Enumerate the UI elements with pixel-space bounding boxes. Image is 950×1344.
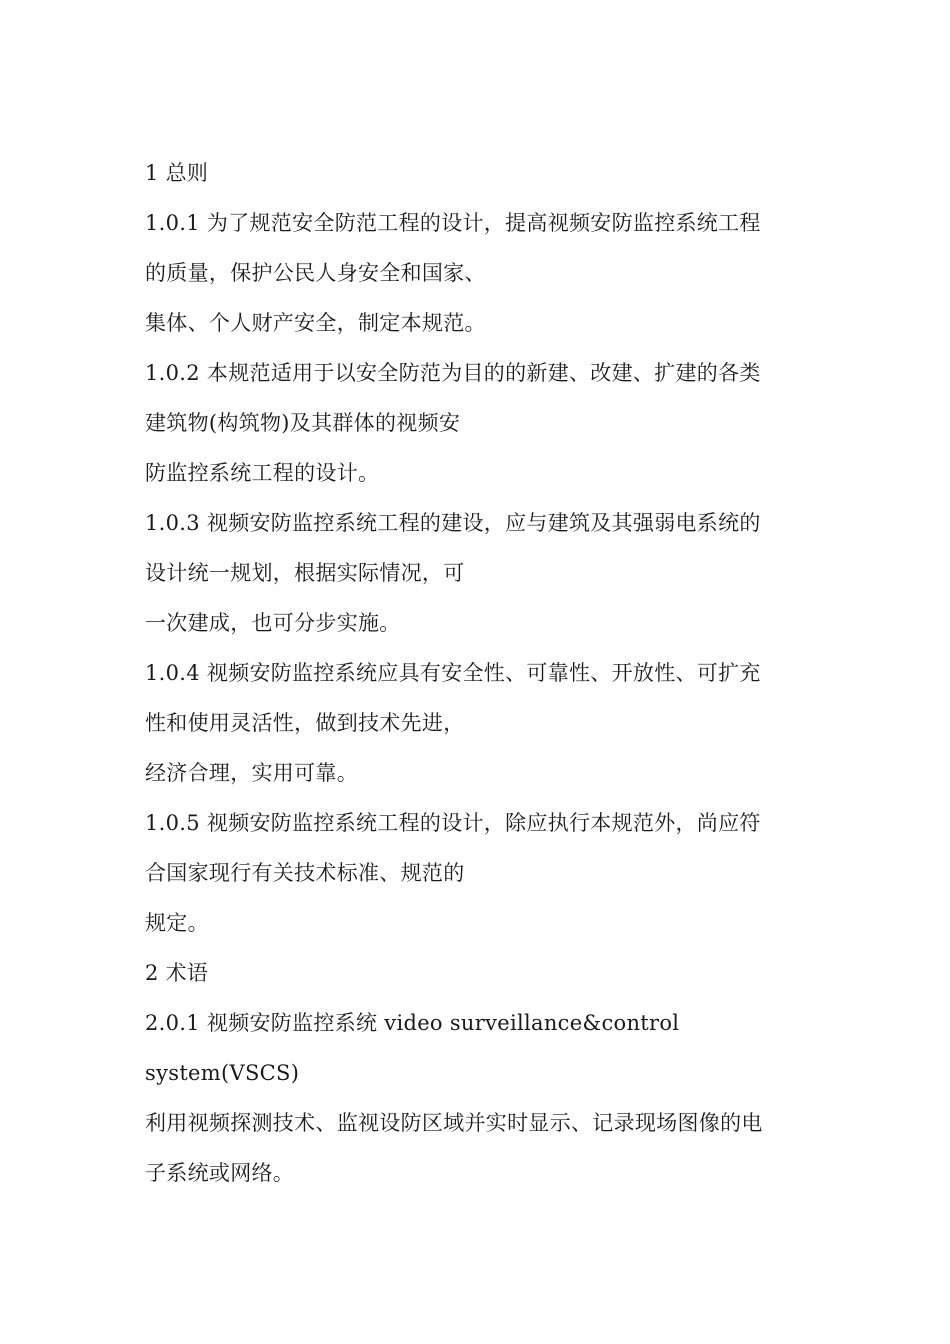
clause-1-0-2-line-1: 1.0.2 本规范适用于以安全防范为目的的新建、改建、扩建的各类 [145,361,761,385]
section-heading-general: 1 总则 [145,161,209,185]
clause-1-0-1-line-2: 的质量，保护公民人身安全和国家、 [145,261,486,285]
term-2-0-1-line-1: 2.0.1 视频安防监控系统 video surveillance&control [145,1011,680,1035]
clause-1-0-1-line-3: 集体、个人财产安全，制定本规范。 [145,311,486,335]
clause-1-0-1-line-1: 1.0.1 为了规范安全防范工程的设计，提高视频安防监控系统工程 [145,211,761,235]
term-definition-line-2: 子系统或网络。 [145,1161,295,1185]
clause-1-0-5-line-1: 1.0.5 视频安防监控系统工程的设计，除应执行本规范外，尚应符 [145,811,761,835]
clause-1-0-4-line-2: 性和使用灵活性，做到技术先进， [145,711,465,735]
clause-1-0-5-line-2: 合国家现行有关技术标准、规范的 [145,861,465,885]
clause-1-0-5-line-3: 规定。 [145,911,209,935]
clause-1-0-2-line-3: 防监控系统工程的设计。 [145,461,380,485]
clause-1-0-4-line-3: 经济合理，实用可靠。 [145,761,358,785]
clause-1-0-3-line-2: 设计统一规划，根据实际情况，可 [145,561,465,585]
term-definition-line-1: 利用视频探测技术、监视设防区域并实时显示、记录现场图像的电 [145,1111,763,1135]
clause-1-0-2-line-2: 建筑物(构筑物)及其群体的视频安 [145,411,461,435]
term-2-0-1-line-2: system(VSCS) [145,1061,300,1085]
clause-1-0-3-line-3: 一次建成，也可分步实施。 [145,611,401,635]
clause-1-0-3-line-1: 1.0.3 视频安防监控系统工程的建设，应与建筑及其强弱电系统的 [145,511,761,535]
section-heading-terms: 2 术语 [145,961,209,985]
clause-1-0-4-line-1: 1.0.4 视频安防监控系统应具有安全性、可靠性、开放性、可扩充 [145,661,761,685]
